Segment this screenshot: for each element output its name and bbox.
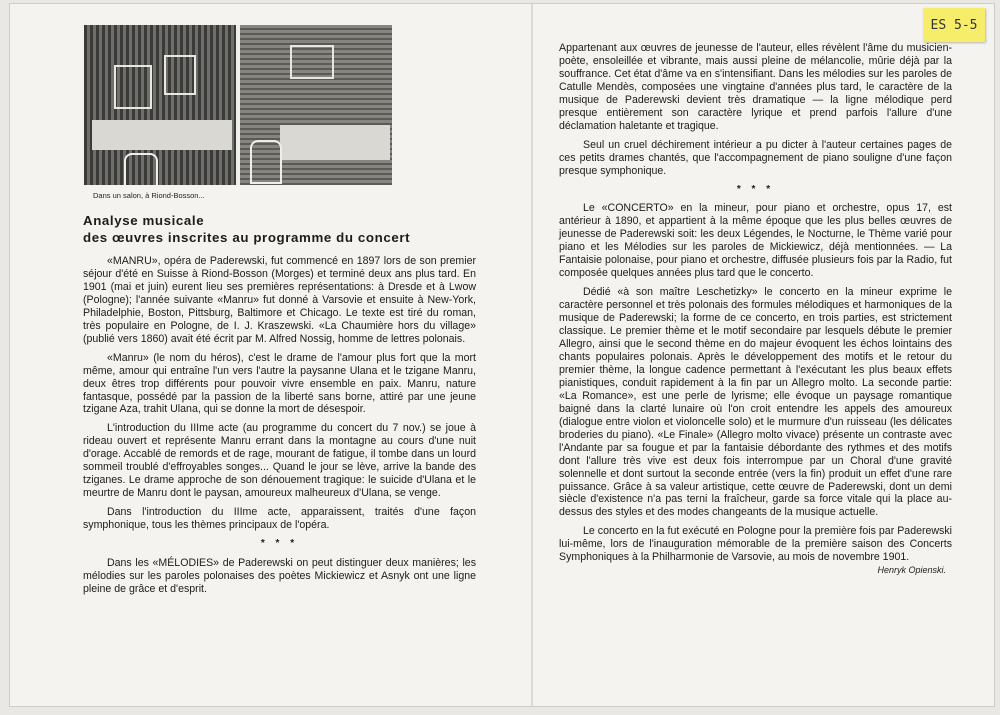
title-line-1: Analyse musicale xyxy=(83,213,205,228)
premiere-text: Le concerto en la fut exécuté en Pologne pour la première fois par Paderewski lui-même, lors de l'inauguration mémorable de la première saison des Concerts Symphoniques à la Philharmonie de Varsovie, au mois de novembre 1901. xyxy=(559,525,952,564)
paragraph-concerto-premiere xyxy=(559,525,952,576)
left-column xyxy=(83,212,476,602)
paragraph-concerto-analysis: Dédié «à son maître Leschetizky» le concerto en la mineur exprime le caractère personnel et très polonais des formules mélodiques et harmoniques de la musique de Paderewski; la forme de ce concerto, en trois parties, est strictement classique. Le premier thème et le motif secondaire par lesquels débute le premier Allegro, ainsi que le second thème en do majeur évoquent les échos lointains des chants populaires polonais. Après le développement des motifs et le retour du premier thème, la longue cadence permettant à l'exécutant les plus beaux effets pianistiques, conduit rapidement à la fin par un Allegro molto. La seconde partie: «La Romance», est une perle de lyrisme; elle évoque un paysage romantique baigné dans la clarté lunaire où l'on croit entendre les appels des amoureux (dialogue entre violon et violoncelle solo) et le murmure d'un ruisseau (les délicates broderies du piano). «Le Finale» (Allegro molto vivace) présente un contraste avec l'Andante par sa fougue et par la fantaisie débordante des rythmes et des motifs dont l'allure très vive est deux fois interrompue par un Choral d'une gravité solennelle et dont surtout la seconde entrée (vers la fin) produit un effet d'une rare puissance. Grâce à sa valeur artistique, cette œuvre de Paderewski, dont un demi siècle d'existence n'a pas terni la fraîcheur, garde sa force vitale qui la place au-dessus des styles et des modes changeants de la musique actuelle. xyxy=(559,286,952,519)
picture-frame xyxy=(164,55,196,95)
picture-frame xyxy=(290,45,334,79)
photo-right-panel xyxy=(240,25,392,185)
right-column xyxy=(559,42,952,577)
paragraph-melodies-continued: Appartenant aux œuvres de jeunesse de l'auteur, elles révèlent l'âme du musicien-poète, ensoleillée et vibrante, mais aussi pleine de mélancolie, mûrie déjà par la souffrance. Cet état d'âme va en s'intensifiant. Dans les mélodies sur les paroles de Catulle Mendès, composées une vingtaine d'années plus tard, le caractère de la musique de Paderewski devient très dramatique — la ligne mélodique perd presque entièrement son caractère lyrique et prend parfois l'allure d'une déclamation haletante et tragique. xyxy=(559,42,952,132)
table-shape xyxy=(92,120,232,150)
paragraph-inner-turmoil: Seul un cruel déchirement intérieur a pu dicter à l'auteur certaines pages de ces petits drames chantés, que l'accompagnement de piano souligne d'une façon presque symphonique. xyxy=(559,138,952,177)
article-title xyxy=(83,212,476,246)
photo-caption: Dans un salon, à Riond-Bosson... xyxy=(93,191,205,200)
separator-stars: * * * xyxy=(736,183,775,195)
paragraph-manru-drama: «Manru» (le nom du héros), c'est le drame de l'amour plus fort que la mort même, amour qui entraîne l'un vers l'autre la paysanne Ulana et le tzigane Manru, deux êtres trop différents pour pouvoir vivre ensemble en paix. Manru, nature fantasque, possédé par la passion de la liberté sans borne, attiré par une jeune tzigane Aza, trahit Ulana, qui se donne la mort de désespoir. xyxy=(83,351,476,416)
paragraph-act-three-themes: Dans l'introduction du IIIme acte, apparaissent, traités d'une façon symphonique, tous les thèmes principaux de l'opéra. xyxy=(83,506,476,532)
paragraph-melodies: Dans les «MÉLODIES» de Paderewski on peut distinguer deux manières; les mélodies sur les paroles polonaises des poètes Mickiewicz et Asnyk ont une ligne pleine de grâce et d'esprit. xyxy=(83,557,476,595)
chair-shape xyxy=(124,153,158,185)
paragraph-manru-history: «MANRU», opéra de Paderewski, fut commencé en 1897 lors de son premier séjour d'été en Suisse à Riond-Bosson (Morges) et terminé deux ans plus tard. En 1901 (mai et juin) eurent lieu ses premières représentations: à Dresde et à Lwow (Pologne); l'année suivante «Manru» fut donné à Varsovie et ensuite à New-York, Philadelphie, Boston, Pittsburg, Baltimore et Chicago. Le texte est tiré du roman, très populaire en Pologne, de I. J. Kraszewski. «La Chaumière hors du village» (publié vers 1860) avait été écrit par M. Alfred Nossig, homme de lettres polonais. xyxy=(83,255,476,345)
archive-label-sticker: ES 5-5 xyxy=(923,8,985,42)
picture-frame xyxy=(114,65,152,109)
paragraph-act-three: L'introduction du IIIme acte (au programme du concert du 7 nov.) se joue à rideau ouvert et représente Manru errant dans la montagne au cours d'une nuit d'orage. Accablé de remords et de rage, mourant de fatigue, il tombe dans un lourd sommeil troublé d'effroyables songes... Quand le jour se lève, arrive la bande des tziganes. Le drame approche de son dénouement tragique: le suicide d'Ulana et le meurtre de Manru dont le paysan, amoureux malheureux d'Ulana, se venge. xyxy=(83,422,476,500)
page-fold xyxy=(531,4,533,706)
table-shape xyxy=(280,125,390,160)
salon-photo xyxy=(84,25,392,185)
title-line-2: des œuvres inscrites au programme du concert xyxy=(83,230,411,245)
chair-shape xyxy=(250,140,282,184)
separator-stars: * * * xyxy=(260,538,299,550)
photo-left-panel xyxy=(84,25,236,185)
paragraph-concerto-intro: Le «CONCERTO» en la mineur, pour piano et orchestre, opus 17, est antérieur à 1890, et appartient à la même époque que les plus belles œuvres de jeunesse de Paderewski soit: les deux Légendes, le Nocturne, le Thème varié pour piano et les Mélodies sur les paroles de Mickiewicz, déjà mentionnées. — La Fantaisie polonaise, pour piano et orchestre, diffusée plusieurs fois par la Radio, fut composée quelques années plus tard que le concerto. xyxy=(559,202,952,280)
author-signature: Henryk Opienski. xyxy=(877,565,946,576)
